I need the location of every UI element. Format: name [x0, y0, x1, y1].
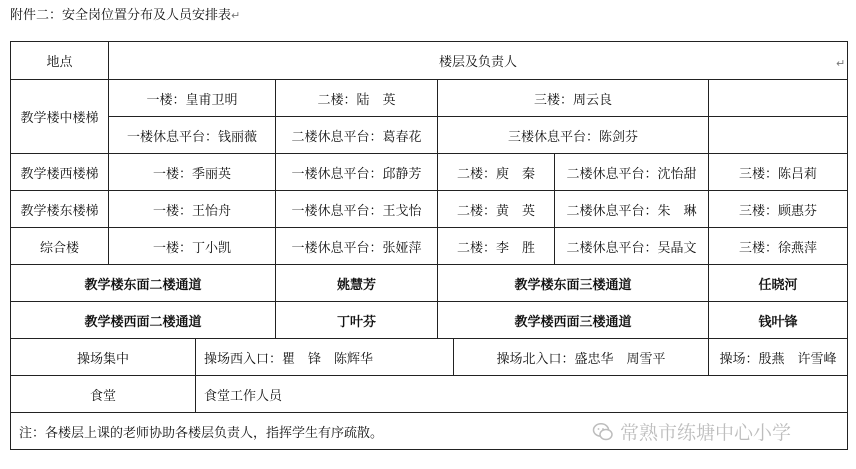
empty-cell — [709, 80, 848, 117]
table-cell: 教学楼东面三楼通道 — [438, 265, 709, 302]
table-cell: 一楼休息平台：张娅萍 — [276, 228, 438, 265]
table-row — [11, 117, 848, 154]
table-cell: 二楼休息平台：葛春花 — [276, 117, 438, 154]
table-cell: 丁叶芬 — [276, 302, 438, 339]
table-cell: 二楼：庾 秦 — [438, 154, 555, 191]
table-cell: 三楼：陈吕莉 — [709, 154, 848, 191]
table-cell: 三楼：徐燕萍 — [709, 228, 848, 265]
table-cell: 二楼：李 胜 — [438, 228, 555, 265]
table-cell: 一楼休息平台：邱静芳 — [276, 154, 438, 191]
header-place: 地点 — [11, 42, 109, 80]
table-cell: 姚慧芳 — [276, 265, 438, 302]
table-row — [11, 154, 848, 191]
table-header-row — [11, 42, 848, 80]
table-cell: 教学楼东面二楼通道 — [11, 265, 276, 302]
table-cell: 操场西入口：瞿 锋 陈辉华 — [196, 339, 454, 376]
table-cell: 二楼休息平台：沈怡甜 — [555, 154, 709, 191]
table-cell: 操场：殷燕 许雪峰 — [709, 339, 848, 376]
table-cell: 一楼：皇甫卫明 — [109, 80, 276, 117]
table-row — [11, 376, 848, 413]
table-cell: 一楼：季丽英 — [109, 154, 276, 191]
table-row — [11, 228, 848, 265]
wechat-icon — [592, 421, 614, 443]
paragraph-mark: ↵ — [836, 57, 846, 70]
table-cell: 操场北入口：盛忠华 周雪平 — [454, 339, 709, 376]
empty-cell — [709, 117, 848, 154]
place-cell: 教学楼东楼梯 — [11, 191, 109, 228]
table-cell: 教学楼西面三楼通道 — [438, 302, 709, 339]
table-cell: 一楼休息平台：王戈怡 — [276, 191, 438, 228]
place-cell: 教学楼中楼梯 — [11, 80, 109, 154]
watermark — [592, 418, 791, 445]
table-cell: 任晓河 — [709, 265, 848, 302]
table-cell: 一楼：王怡舟 — [109, 191, 276, 228]
place-cell: 教学楼西楼梯 — [11, 154, 109, 191]
safety-post-table — [10, 41, 848, 450]
table-cell: 一楼休息平台：钱丽薇 — [109, 117, 276, 154]
document-title: 附件二：安全岗位置分布及人员安排表↵ — [10, 8, 241, 23]
note-cell: 注：各楼层上课的老师协助各楼层负责人，指挥学生有序疏散。 — [11, 413, 848, 450]
place-cell: 操场集中 — [11, 339, 196, 376]
table-row — [11, 302, 848, 339]
table-row — [11, 265, 848, 302]
table-cell: 三楼：周云良 — [438, 80, 709, 117]
table-cell: 二楼：黄 英 — [438, 191, 555, 228]
place-cell: 食堂 — [11, 376, 196, 413]
table-row — [11, 339, 848, 376]
table-cell: 教学楼西面二楼通道 — [11, 302, 276, 339]
table-cell: 钱叶锋 — [709, 302, 848, 339]
table-cell: 三楼休息平台：陈剑芬 — [438, 117, 709, 154]
table-cell: 三楼：顾惠芬 — [709, 191, 848, 228]
table-cell: 二楼休息平台：吴晶文 — [555, 228, 709, 265]
table-cell: 一楼：丁小凯 — [109, 228, 276, 265]
table-cell: 二楼：陆 英 — [276, 80, 438, 117]
table-row — [11, 191, 848, 228]
watermark-text: 常熟市练塘中心小学 — [620, 422, 792, 444]
table-row — [11, 80, 848, 117]
place-cell: 综合楼 — [11, 228, 109, 265]
table-cell: 二楼休息平台：朱 琳 — [555, 191, 709, 228]
header-floors: 楼层及负责人 — [109, 42, 848, 80]
table-cell: 食堂工作人员 — [196, 376, 848, 413]
